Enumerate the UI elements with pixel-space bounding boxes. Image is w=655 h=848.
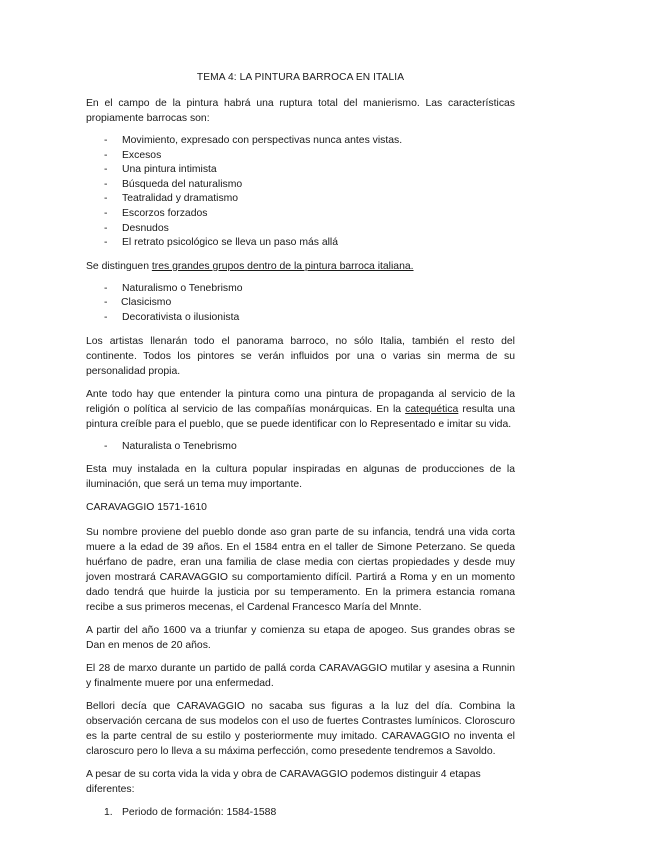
death-paragraph: El 28 de marxo durante un partido de pallá corda CARAVAGGIO mutilar y asesina a Runnin y finalmente muere por una enfermedad.	[86, 663, 515, 690]
stages-paragraph: A pesar de su corta vida la vida y obra de CARAVAGGIO podemos distinguir 4 etapas diferentes:	[86, 769, 481, 796]
list-item: - Teatralidad y dramatismo	[86, 192, 515, 207]
list-item	[86, 805, 515, 820]
section-heading: CARAVAGGIO 1571-1610	[86, 502, 207, 514]
list-number: 1.	[104, 807, 113, 819]
characteristics-list	[86, 134, 515, 251]
bellori-paragraph: Bellori decía que CARAVAGGIO no sacaba sus figuras a la luz del día. Combina la observación cercana de sus modelos con el uso de fuertes Contrastes lumínicos. Cloroscuro es la parte central de su estilo y posteriormente muy imitado. CARAVAGGIO no inventa el claroscuro pero lo lleva a su máxima perfección, como presedente tendremos a Savoldo.	[86, 701, 515, 758]
list-item: - Clasicismo	[86, 296, 515, 311]
groups-intro-underlined: tres grandes grupos dentro de la pintura barroca italiana.	[151, 260, 414, 272]
groups-intro-paragraph	[86, 259, 515, 274]
list-item: - Naturalista o Tenebrismo	[86, 440, 515, 455]
culture-paragraph: Esta muy instalada en la cultura popular inspiradas en algunas de producciones de la iluminación, que será un tema muy importante.	[86, 464, 515, 491]
list-item: - Movimiento, expresado con perspectivas nunca antes vistas.	[86, 134, 515, 149]
propaganda-underlined: catequética	[405, 403, 459, 415]
list-item: - Excesos	[86, 149, 515, 164]
groups-intro-text: Se distinguen	[86, 260, 152, 272]
list-item-label: Periodo de formación: 1584-1588	[122, 807, 277, 819]
apogee-paragraph: A partir del año 1600 va a triunfar y comienza su etapa de apogeo. Sus grandes obras se Dan en menos de 20 años.	[86, 625, 515, 652]
list-item: - Decorativista o ilusionista	[86, 311, 515, 326]
list-item: - El retrato psicológico se lleva un paso más allá	[86, 236, 515, 251]
intro-paragraph: En el campo de la pintura habrá una ruptura total del manierismo. Las características propiamente barrocas son:	[86, 98, 515, 124]
list-item: - Búsqueda del naturalismo	[86, 178, 515, 193]
bio-paragraph: Su nombre proviene del pueblo donde aso gran parte de su infancia, tendrá una vida corta muere a la edad de 39 años. En el 1584 entra en el taller de Simone Peterzano. Se queda huérfano de padre, eran una familia de clase media con ciertas propiedades y desde muy joven mostrará CARAVAGGIO su comportamiento difícil. Partirá a Roma y en un momento dado tendrá que huirde la justicia por su temperamento. En la primera estancia romana recibe a sus primeros mecenas, el Cardenal Francesco María del Mnnte.	[86, 527, 515, 614]
propaganda-text-before: Ante todo hay que entender la pintura como una pintura de propaganda al servicio de la religión o política al servicio de las compañías monárquicas. En la	[86, 388, 515, 415]
sub-item-list	[86, 440, 515, 455]
list-item: - Escorzos forzados	[86, 207, 515, 222]
groups-list	[86, 282, 515, 326]
document-page	[86, 70, 515, 820]
list-item: - Una pintura intimista	[86, 163, 515, 178]
propaganda-text-after: resulta una pintura creíble para el pueblo, que se puede identificar con lo Representado e imitar su vida.	[86, 403, 515, 430]
list-item: - Naturalismo o Tenebrismo	[86, 282, 515, 297]
list-item: - Desnudos	[86, 222, 515, 237]
stages-list	[86, 805, 515, 820]
propaganda-paragraph	[86, 387, 515, 432]
artists-paragraph: Los artistas llenarán todo el panorama barroco, no sólo Italia, también el resto del continente. Todos los pintores se verán influidos por una o varias sin merma de su personalidad propia.	[86, 335, 515, 377]
document-title: TEMA 4: LA PINTURA BARROCA EN ITALIA	[196, 72, 405, 83]
